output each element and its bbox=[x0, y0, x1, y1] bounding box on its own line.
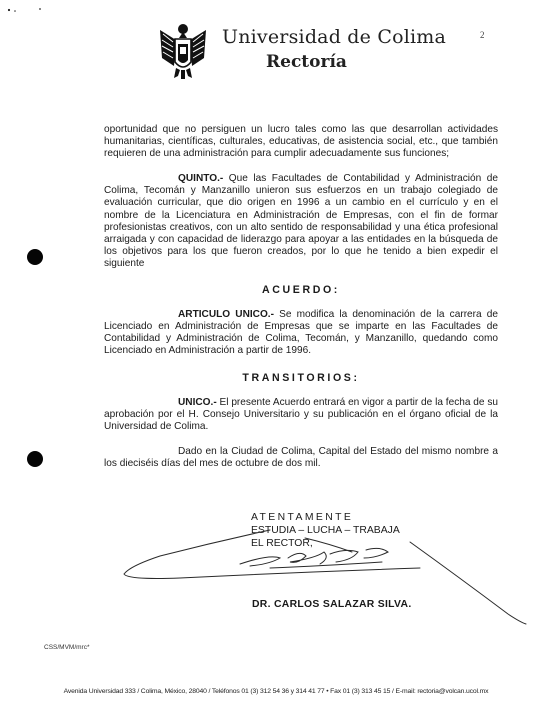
signer-role: EL RECTOR, bbox=[251, 538, 313, 549]
motto-text: ESTUDIA – LUCHA – TRABAJA bbox=[251, 525, 400, 536]
punch-hole bbox=[27, 249, 43, 265]
unico-text: El presente Acuerdo entrará en vigor a partir de la fecha de su aprobación por el H. Consejo Universitario y su publicación en el órgano oficial de la Universidad de Colima. bbox=[104, 396, 498, 432]
document-body bbox=[104, 124, 498, 470]
paragraph-dado bbox=[104, 446, 498, 470]
signer-name: DR. CARLOS SALAZAR SILVA. bbox=[252, 599, 412, 610]
office-name: Rectoría bbox=[266, 52, 347, 72]
unico-label: UNICO.- bbox=[178, 396, 217, 408]
university-name: Universidad de Colima bbox=[222, 26, 447, 48]
heading-acuerdo: ACUERDO: bbox=[262, 284, 340, 297]
scan-specks bbox=[6, 6, 46, 16]
paragraph-unico bbox=[104, 397, 498, 433]
punch-hole bbox=[27, 451, 43, 467]
heading-transitorios: TRANSITORIOS: bbox=[242, 371, 360, 384]
paragraph-opening: oportunidad que no persiguen un lucro tales como las que desarrollan actividades humanitarias, científicas, culturales, educativas, de asistencia social, etc., que también requieren de una administración para cumplir adecuadamente sus funciones; bbox=[104, 124, 498, 160]
page-number: 2 bbox=[480, 30, 485, 40]
paragraph-articulo bbox=[104, 309, 498, 357]
quinto-text: Que las Facultades de Contabilidad y Administración de Colima, Tecomán y Manzanillo unieron sus esfuerzos en un trabajo colegiado de evaluación curricular, que dio origen en 1996 a un cambio en el currículo y en el nombre de la Licenciatura en Administración de Empresas, con el fin de formar profesionistas creativos, con un alto sentido de responsabilidad y una ética profesional arraigada y con capacidad de liderazgo para apoyar a las entidades en la búsqueda de los objetivos para los que fueron creados, por lo que he tenido a bien expedir el siguiente bbox=[104, 173, 498, 269]
footer-address: Avenida Universidad 333 / Colima, México, 28040 / Teléfonos 01 (3) 312 54 36 y 314 41 77 • Fax 01 (3) 313 45 15 / E-mail: rectoria@volcan.ucol.mx bbox=[63, 688, 489, 695]
dado-text: Dado en la Ciudad de Colima, Capital del Estado del mismo nombre a los dieciséis días del mes de octubre de dos mil. bbox=[104, 445, 498, 469]
handwritten-signature bbox=[120, 528, 530, 626]
university-crest-icon bbox=[152, 20, 214, 82]
quinto-label: QUINTO.- bbox=[178, 173, 224, 185]
articulo-text: Se modifica la denominación de la carrera de Licenciado en Administración de Empresas que se imparte en las Facultades de Contabilidad y Administración de Colima, Tecomán, y Manzanillo, quedando como Licenciado en Administración a partir de 1996. bbox=[104, 309, 499, 357]
closing-text: ATENTAMENTE bbox=[251, 512, 354, 523]
reference-initials: CSS/MVM/mrc* bbox=[44, 644, 90, 651]
paragraph-quinto bbox=[104, 173, 498, 270]
articulo-label: ARTICULO UNICO.- bbox=[178, 309, 274, 321]
